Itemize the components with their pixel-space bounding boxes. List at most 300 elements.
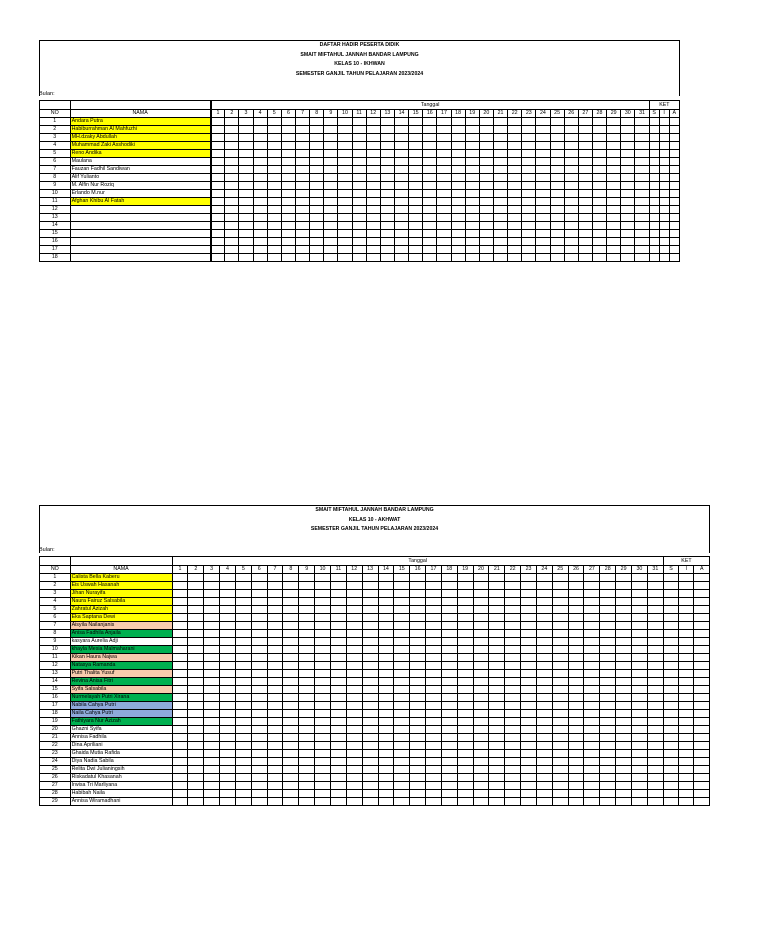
- attendance-cell[interactable]: [423, 158, 437, 166]
- attendance-cell[interactable]: [568, 702, 584, 710]
- ket-cell[interactable]: [663, 654, 678, 662]
- attendance-cell[interactable]: [220, 734, 236, 742]
- attendance-cell[interactable]: [457, 582, 473, 590]
- attendance-cell[interactable]: [647, 710, 663, 718]
- attendance-cell[interactable]: [315, 606, 331, 614]
- attendance-cell[interactable]: [281, 158, 295, 166]
- attendance-cell[interactable]: [267, 582, 283, 590]
- attendance-cell[interactable]: [552, 622, 568, 630]
- attendance-cell[interactable]: [647, 702, 663, 710]
- attendance-cell[interactable]: [315, 702, 331, 710]
- attendance-cell[interactable]: [362, 782, 378, 790]
- attendance-cell[interactable]: [267, 758, 283, 766]
- attendance-cell[interactable]: [235, 630, 251, 638]
- attendance-cell[interactable]: [426, 662, 442, 670]
- attendance-cell[interactable]: [346, 654, 362, 662]
- attendance-cell[interactable]: [505, 606, 521, 614]
- ket-cell[interactable]: [663, 758, 678, 766]
- attendance-cell[interactable]: [362, 694, 378, 702]
- attendance-cell[interactable]: [410, 614, 426, 622]
- attendance-cell[interactable]: [522, 126, 536, 134]
- attendance-cell[interactable]: [457, 798, 473, 806]
- attendance-cell[interactable]: [522, 158, 536, 166]
- attendance-cell[interactable]: [522, 246, 536, 254]
- ket-cell[interactable]: [679, 718, 694, 726]
- attendance-cell[interactable]: [647, 742, 663, 750]
- attendance-cell[interactable]: [352, 158, 366, 166]
- ket-cell[interactable]: [669, 126, 679, 134]
- attendance-cell[interactable]: [635, 166, 649, 174]
- attendance-cell[interactable]: [552, 702, 568, 710]
- attendance-cell[interactable]: [394, 782, 410, 790]
- ket-cell[interactable]: [669, 198, 679, 206]
- attendance-cell[interactable]: [441, 782, 457, 790]
- attendance-cell[interactable]: [564, 118, 578, 126]
- attendance-cell[interactable]: [251, 790, 267, 798]
- attendance-cell[interactable]: [378, 574, 394, 582]
- attendance-cell[interactable]: [410, 598, 426, 606]
- attendance-cell[interactable]: [394, 726, 410, 734]
- attendance-cell[interactable]: [267, 126, 281, 134]
- attendance-cell[interactable]: [410, 582, 426, 590]
- attendance-cell[interactable]: [451, 142, 465, 150]
- attendance-cell[interactable]: [564, 126, 578, 134]
- attendance-cell[interactable]: [505, 622, 521, 630]
- attendance-cell[interactable]: [380, 222, 394, 230]
- attendance-cell[interactable]: [521, 798, 537, 806]
- attendance-cell[interactable]: [552, 694, 568, 702]
- attendance-cell[interactable]: [251, 598, 267, 606]
- attendance-cell[interactable]: [366, 206, 380, 214]
- attendance-cell[interactable]: [204, 742, 220, 750]
- ket-cell[interactable]: [663, 598, 678, 606]
- ket-cell[interactable]: [694, 726, 710, 734]
- attendance-cell[interactable]: [508, 238, 522, 246]
- attendance-cell[interactable]: [423, 174, 437, 182]
- attendance-cell[interactable]: [584, 654, 600, 662]
- attendance-cell[interactable]: [283, 782, 299, 790]
- attendance-cell[interactable]: [239, 254, 253, 262]
- attendance-cell[interactable]: [295, 246, 309, 254]
- attendance-cell[interactable]: [632, 678, 648, 686]
- attendance-cell[interactable]: [251, 662, 267, 670]
- attendance-cell[interactable]: [239, 142, 253, 150]
- attendance-cell[interactable]: [378, 598, 394, 606]
- ket-cell[interactable]: [649, 134, 659, 142]
- attendance-cell[interactable]: [647, 718, 663, 726]
- ket-cell[interactable]: [649, 214, 659, 222]
- attendance-cell[interactable]: [536, 254, 550, 262]
- attendance-cell[interactable]: [616, 630, 632, 638]
- attendance-cell[interactable]: [410, 694, 426, 702]
- ket-cell[interactable]: [669, 214, 679, 222]
- attendance-cell[interactable]: [632, 798, 648, 806]
- attendance-cell[interactable]: [621, 150, 635, 158]
- attendance-cell[interactable]: [380, 158, 394, 166]
- attendance-cell[interactable]: [568, 798, 584, 806]
- attendance-cell[interactable]: [437, 150, 451, 158]
- attendance-cell[interactable]: [521, 678, 537, 686]
- ket-cell[interactable]: [679, 614, 694, 622]
- ket-cell[interactable]: [659, 198, 669, 206]
- attendance-cell[interactable]: [536, 750, 552, 758]
- ket-cell[interactable]: [663, 774, 678, 782]
- attendance-cell[interactable]: [441, 678, 457, 686]
- attendance-cell[interactable]: [437, 166, 451, 174]
- attendance-cell[interactable]: [493, 254, 507, 262]
- attendance-cell[interactable]: [600, 718, 616, 726]
- attendance-cell[interactable]: [410, 702, 426, 710]
- attendance-cell[interactable]: [235, 582, 251, 590]
- attendance-cell[interactable]: [346, 590, 362, 598]
- attendance-cell[interactable]: [394, 222, 408, 230]
- attendance-cell[interactable]: [521, 630, 537, 638]
- attendance-cell[interactable]: [584, 758, 600, 766]
- ket-cell[interactable]: [694, 614, 710, 622]
- attendance-cell[interactable]: [267, 214, 281, 222]
- attendance-cell[interactable]: [505, 646, 521, 654]
- attendance-cell[interactable]: [352, 150, 366, 158]
- attendance-cell[interactable]: [188, 782, 204, 790]
- attendance-cell[interactable]: [362, 582, 378, 590]
- attendance-cell[interactable]: [338, 190, 352, 198]
- attendance-cell[interactable]: [521, 582, 537, 590]
- attendance-cell[interactable]: [394, 774, 410, 782]
- ket-cell[interactable]: [694, 630, 710, 638]
- attendance-cell[interactable]: [600, 758, 616, 766]
- attendance-cell[interactable]: [378, 798, 394, 806]
- attendance-cell[interactable]: [211, 190, 225, 198]
- attendance-cell[interactable]: [188, 798, 204, 806]
- attendance-cell[interactable]: [451, 174, 465, 182]
- attendance-cell[interactable]: [394, 582, 410, 590]
- attendance-cell[interactable]: [568, 614, 584, 622]
- attendance-cell[interactable]: [473, 614, 489, 622]
- attendance-cell[interactable]: [451, 198, 465, 206]
- attendance-cell[interactable]: [225, 142, 239, 150]
- attendance-cell[interactable]: [251, 630, 267, 638]
- attendance-cell[interactable]: [409, 166, 423, 174]
- attendance-cell[interactable]: [592, 166, 606, 174]
- ket-cell[interactable]: [669, 150, 679, 158]
- attendance-cell[interactable]: [211, 126, 225, 134]
- attendance-cell[interactable]: [489, 590, 505, 598]
- ket-cell[interactable]: [679, 750, 694, 758]
- attendance-cell[interactable]: [366, 150, 380, 158]
- attendance-cell[interactable]: [346, 614, 362, 622]
- attendance-cell[interactable]: [172, 798, 188, 806]
- attendance-cell[interactable]: [584, 782, 600, 790]
- attendance-cell[interactable]: [423, 206, 437, 214]
- attendance-cell[interactable]: [324, 214, 338, 222]
- attendance-cell[interactable]: [172, 662, 188, 670]
- attendance-cell[interactable]: [437, 190, 451, 198]
- attendance-cell[interactable]: [592, 222, 606, 230]
- attendance-cell[interactable]: [204, 718, 220, 726]
- attendance-cell[interactable]: [251, 718, 267, 726]
- attendance-cell[interactable]: [473, 606, 489, 614]
- attendance-cell[interactable]: [568, 750, 584, 758]
- attendance-cell[interactable]: [283, 686, 299, 694]
- attendance-cell[interactable]: [253, 230, 267, 238]
- ket-cell[interactable]: [649, 230, 659, 238]
- attendance-cell[interactable]: [621, 246, 635, 254]
- attendance-cell[interactable]: [479, 198, 493, 206]
- attendance-cell[interactable]: [473, 574, 489, 582]
- attendance-cell[interactable]: [564, 134, 578, 142]
- attendance-cell[interactable]: [394, 158, 408, 166]
- attendance-cell[interactable]: [584, 694, 600, 702]
- attendance-cell[interactable]: [378, 590, 394, 598]
- attendance-cell[interactable]: [204, 638, 220, 646]
- attendance-cell[interactable]: [437, 158, 451, 166]
- attendance-cell[interactable]: [473, 598, 489, 606]
- attendance-cell[interactable]: [338, 254, 352, 262]
- attendance-cell[interactable]: [584, 742, 600, 750]
- attendance-cell[interactable]: [362, 790, 378, 798]
- ket-cell[interactable]: [649, 198, 659, 206]
- attendance-cell[interactable]: [522, 118, 536, 126]
- attendance-cell[interactable]: [366, 118, 380, 126]
- ket-cell[interactable]: [694, 710, 710, 718]
- attendance-cell[interactable]: [521, 606, 537, 614]
- attendance-cell[interactable]: [409, 126, 423, 134]
- attendance-cell[interactable]: [315, 734, 331, 742]
- ket-cell[interactable]: [649, 206, 659, 214]
- attendance-cell[interactable]: [584, 734, 600, 742]
- attendance-cell[interactable]: [394, 678, 410, 686]
- ket-cell[interactable]: [694, 582, 710, 590]
- attendance-cell[interactable]: [410, 790, 426, 798]
- attendance-cell[interactable]: [324, 182, 338, 190]
- attendance-cell[interactable]: [315, 662, 331, 670]
- attendance-cell[interactable]: [457, 710, 473, 718]
- attendance-cell[interactable]: [225, 238, 239, 246]
- attendance-cell[interactable]: [493, 142, 507, 150]
- attendance-cell[interactable]: [536, 718, 552, 726]
- attendance-cell[interactable]: [299, 710, 315, 718]
- attendance-cell[interactable]: [172, 638, 188, 646]
- attendance-cell[interactable]: [324, 206, 338, 214]
- ket-cell[interactable]: [694, 790, 710, 798]
- attendance-cell[interactable]: [522, 134, 536, 142]
- ket-cell[interactable]: [694, 638, 710, 646]
- attendance-cell[interactable]: [366, 158, 380, 166]
- attendance-cell[interactable]: [552, 790, 568, 798]
- attendance-cell[interactable]: [451, 126, 465, 134]
- attendance-cell[interactable]: [584, 718, 600, 726]
- attendance-cell[interactable]: [457, 670, 473, 678]
- attendance-cell[interactable]: [426, 622, 442, 630]
- attendance-cell[interactable]: [578, 198, 592, 206]
- attendance-cell[interactable]: [220, 638, 236, 646]
- attendance-cell[interactable]: [616, 758, 632, 766]
- attendance-cell[interactable]: [632, 598, 648, 606]
- attendance-cell[interactable]: [564, 246, 578, 254]
- attendance-cell[interactable]: [423, 222, 437, 230]
- attendance-cell[interactable]: [473, 646, 489, 654]
- attendance-cell[interactable]: [552, 598, 568, 606]
- attendance-cell[interactable]: [378, 726, 394, 734]
- attendance-cell[interactable]: [493, 198, 507, 206]
- attendance-cell[interactable]: [426, 774, 442, 782]
- attendance-cell[interactable]: [536, 118, 550, 126]
- attendance-cell[interactable]: [451, 134, 465, 142]
- attendance-cell[interactable]: [251, 670, 267, 678]
- attendance-cell[interactable]: [505, 582, 521, 590]
- ket-cell[interactable]: [663, 702, 678, 710]
- attendance-cell[interactable]: [536, 190, 550, 198]
- attendance-cell[interactable]: [299, 638, 315, 646]
- attendance-cell[interactable]: [394, 574, 410, 582]
- attendance-cell[interactable]: [378, 718, 394, 726]
- attendance-cell[interactable]: [299, 654, 315, 662]
- attendance-cell[interactable]: [410, 758, 426, 766]
- attendance-cell[interactable]: [489, 678, 505, 686]
- ket-cell[interactable]: [663, 734, 678, 742]
- attendance-cell[interactable]: [211, 254, 225, 262]
- attendance-cell[interactable]: [346, 718, 362, 726]
- attendance-cell[interactable]: [378, 742, 394, 750]
- attendance-cell[interactable]: [479, 246, 493, 254]
- attendance-cell[interactable]: [283, 758, 299, 766]
- attendance-cell[interactable]: [267, 590, 283, 598]
- attendance-cell[interactable]: [600, 710, 616, 718]
- attendance-cell[interactable]: [521, 726, 537, 734]
- attendance-cell[interactable]: [550, 198, 564, 206]
- attendance-cell[interactable]: [299, 694, 315, 702]
- attendance-cell[interactable]: [172, 606, 188, 614]
- attendance-cell[interactable]: [362, 702, 378, 710]
- attendance-cell[interactable]: [188, 574, 204, 582]
- attendance-cell[interactable]: [352, 142, 366, 150]
- attendance-cell[interactable]: [188, 654, 204, 662]
- attendance-cell[interactable]: [239, 230, 253, 238]
- ket-cell[interactable]: [694, 646, 710, 654]
- attendance-cell[interactable]: [362, 718, 378, 726]
- ket-cell[interactable]: [663, 662, 678, 670]
- attendance-cell[interactable]: [211, 118, 225, 126]
- attendance-cell[interactable]: [235, 766, 251, 774]
- attendance-cell[interactable]: [607, 150, 621, 158]
- attendance-cell[interactable]: [235, 574, 251, 582]
- attendance-cell[interactable]: [380, 126, 394, 134]
- attendance-cell[interactable]: [473, 702, 489, 710]
- ket-cell[interactable]: [663, 574, 678, 582]
- attendance-cell[interactable]: [204, 662, 220, 670]
- attendance-cell[interactable]: [632, 582, 648, 590]
- attendance-cell[interactable]: [172, 790, 188, 798]
- attendance-cell[interactable]: [550, 166, 564, 174]
- attendance-cell[interactable]: [635, 142, 649, 150]
- attendance-cell[interactable]: [536, 702, 552, 710]
- attendance-cell[interactable]: [251, 574, 267, 582]
- attendance-cell[interactable]: [204, 686, 220, 694]
- ket-cell[interactable]: [679, 638, 694, 646]
- attendance-cell[interactable]: [394, 254, 408, 262]
- ket-cell[interactable]: [663, 678, 678, 686]
- ket-cell[interactable]: [669, 166, 679, 174]
- attendance-cell[interactable]: [267, 606, 283, 614]
- attendance-cell[interactable]: [457, 782, 473, 790]
- attendance-cell[interactable]: [473, 718, 489, 726]
- attendance-cell[interactable]: [172, 630, 188, 638]
- attendance-cell[interactable]: [426, 590, 442, 598]
- attendance-cell[interactable]: [635, 238, 649, 246]
- attendance-cell[interactable]: [508, 150, 522, 158]
- attendance-cell[interactable]: [220, 798, 236, 806]
- attendance-cell[interactable]: [394, 734, 410, 742]
- attendance-cell[interactable]: [564, 174, 578, 182]
- attendance-cell[interactable]: [568, 694, 584, 702]
- attendance-cell[interactable]: [616, 662, 632, 670]
- attendance-cell[interactable]: [239, 126, 253, 134]
- ket-cell[interactable]: [659, 206, 669, 214]
- attendance-cell[interactable]: [220, 622, 236, 630]
- ket-cell[interactable]: [663, 694, 678, 702]
- attendance-cell[interactable]: [568, 574, 584, 582]
- attendance-cell[interactable]: [394, 638, 410, 646]
- attendance-cell[interactable]: [493, 158, 507, 166]
- ket-cell[interactable]: [649, 166, 659, 174]
- attendance-cell[interactable]: [251, 678, 267, 686]
- attendance-cell[interactable]: [380, 174, 394, 182]
- ket-cell[interactable]: [679, 598, 694, 606]
- attendance-cell[interactable]: [330, 702, 346, 710]
- attendance-cell[interactable]: [505, 670, 521, 678]
- attendance-cell[interactable]: [592, 158, 606, 166]
- attendance-cell[interactable]: [632, 702, 648, 710]
- attendance-cell[interactable]: [426, 758, 442, 766]
- attendance-cell[interactable]: [330, 622, 346, 630]
- attendance-cell[interactable]: [441, 630, 457, 638]
- attendance-cell[interactable]: [330, 630, 346, 638]
- ket-cell[interactable]: [669, 246, 679, 254]
- attendance-cell[interactable]: [521, 694, 537, 702]
- ket-cell[interactable]: [694, 574, 710, 582]
- attendance-cell[interactable]: [632, 718, 648, 726]
- ket-cell[interactable]: [649, 158, 659, 166]
- attendance-cell[interactable]: [584, 790, 600, 798]
- attendance-cell[interactable]: [346, 662, 362, 670]
- attendance-cell[interactable]: [299, 662, 315, 670]
- attendance-cell[interactable]: [536, 246, 550, 254]
- attendance-cell[interactable]: [550, 230, 564, 238]
- attendance-cell[interactable]: [426, 630, 442, 638]
- attendance-cell[interactable]: [394, 246, 408, 254]
- attendance-cell[interactable]: [423, 214, 437, 222]
- attendance-cell[interactable]: [457, 774, 473, 782]
- attendance-cell[interactable]: [426, 726, 442, 734]
- ket-cell[interactable]: [663, 750, 678, 758]
- attendance-cell[interactable]: [253, 182, 267, 190]
- attendance-cell[interactable]: [600, 742, 616, 750]
- attendance-cell[interactable]: [235, 758, 251, 766]
- attendance-cell[interactable]: [267, 174, 281, 182]
- attendance-cell[interactable]: [508, 230, 522, 238]
- attendance-cell[interactable]: [616, 726, 632, 734]
- attendance-cell[interactable]: [426, 606, 442, 614]
- attendance-cell[interactable]: [338, 158, 352, 166]
- attendance-cell[interactable]: [489, 742, 505, 750]
- attendance-cell[interactable]: [592, 246, 606, 254]
- attendance-cell[interactable]: [635, 198, 649, 206]
- attendance-cell[interactable]: [380, 190, 394, 198]
- attendance-cell[interactable]: [267, 774, 283, 782]
- attendance-cell[interactable]: [188, 790, 204, 798]
- attendance-cell[interactable]: [505, 630, 521, 638]
- attendance-cell[interactable]: [204, 606, 220, 614]
